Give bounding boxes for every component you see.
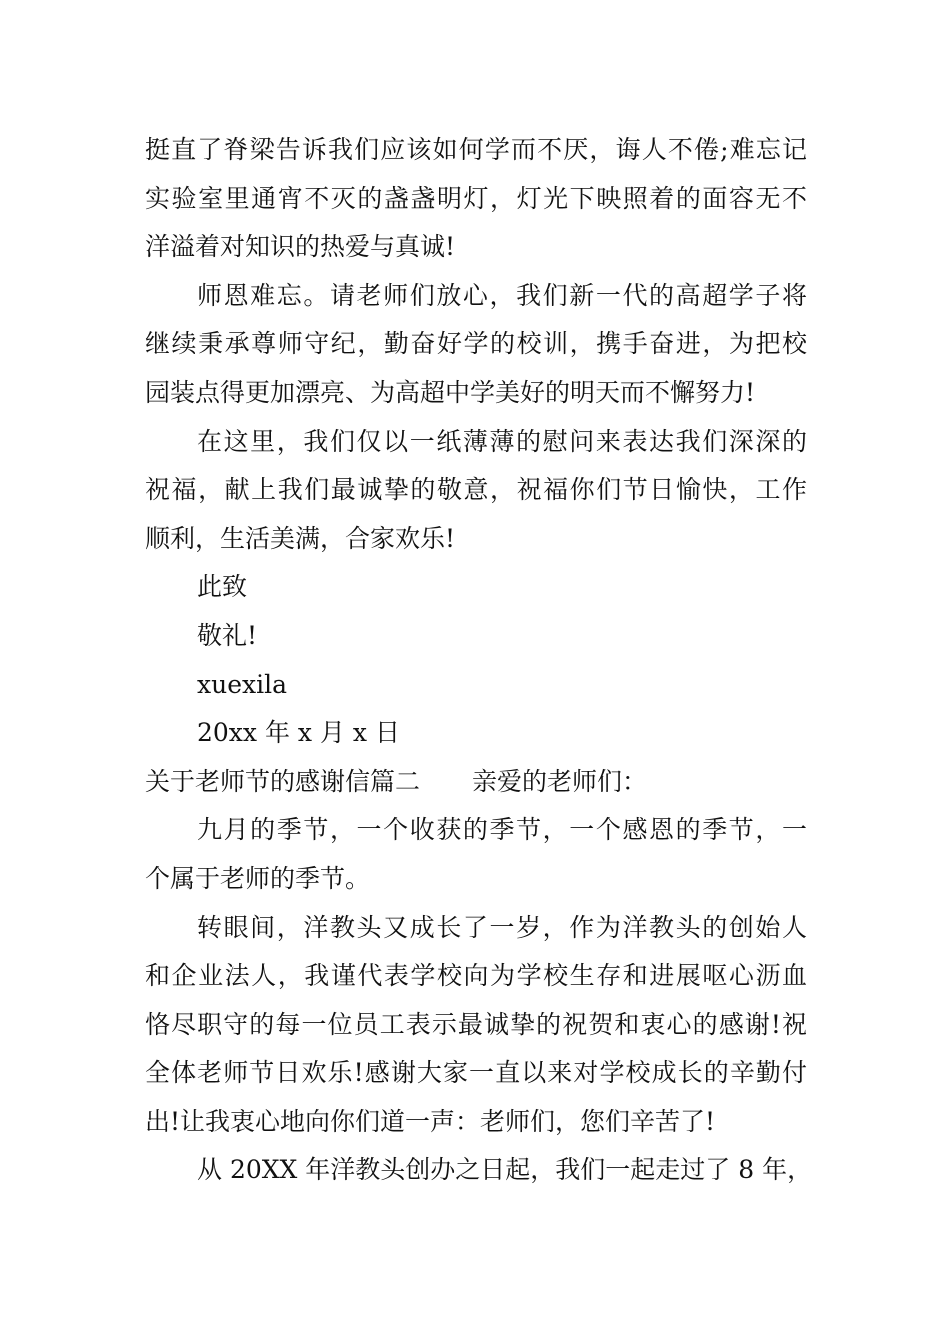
text-line: 全体老师节日欢乐!感谢大家一直以来对学校成长的辛勤付	[145, 1058, 807, 1088]
text-line: 挺直了脊梁告诉我们应该如何学而不厌，诲人不倦;难忘记	[145, 135, 807, 164]
section-title: 关于老师节的感谢信篇二	[145, 766, 421, 796]
text-line: 在这里，我们仅以一纸薄薄的慰问来表达我们深深的	[197, 426, 807, 456]
text-line: 继续秉承尊师守纪，勤奋好学的校训，携手奋进，为把校	[145, 329, 807, 359]
text-line: 九月的季节，一个收获的季节，一个感恩的季节，一	[197, 815, 807, 845]
text-line: 从 20XX 年洋教头创办之日起，我们一起走过了 8 年，	[197, 1155, 813, 1185]
text-line: 此致	[197, 572, 248, 602]
letter-part-two	[145, 806, 813, 1195]
text-line: 顺利，生活美满，合家欢乐!	[145, 523, 456, 553]
text-line: 园装点得更加漂亮、为高超中学美好的明天而不懈努力!	[145, 377, 756, 407]
section-heading	[145, 758, 807, 807]
text-line: 转眼间，洋教头又成长了一岁，作为洋教头的创始人	[197, 912, 807, 942]
document-page	[145, 126, 813, 1195]
text-line: 个属于老师的季节。	[145, 863, 371, 893]
text-line: 恪尽职守的每一位员工表示最诚挚的祝贺和衷心的感谢!祝	[145, 1009, 807, 1039]
text-line: 洋溢着对知识的热爱与真诚!	[145, 232, 456, 262]
text-line: 师恩难忘。请老师们放心，我们新一代的高超学子将	[197, 280, 807, 310]
letter-part-one	[145, 126, 807, 758]
text-line: 20xx 年 x 月 x 日	[197, 718, 400, 748]
text-line: xuexila	[197, 669, 287, 699]
text-line: 敬礼!	[197, 620, 258, 650]
text-line: 和企业法人，我谨代表学校向为学校生存和进展呕心沥血	[145, 961, 807, 991]
text-line: 祝福，献上我们最诚挚的敬意，祝福你们节日愉快，工作	[145, 475, 807, 505]
text-line: 实验室里通宵不灭的盏盏明灯，灯光下映照着的面容无不	[145, 183, 807, 213]
text-line: 出!让我衷心地向你们道一声：老师们，您们辛苦了!	[145, 1106, 716, 1136]
salutation: 亲爱的老师们：	[472, 766, 648, 796]
